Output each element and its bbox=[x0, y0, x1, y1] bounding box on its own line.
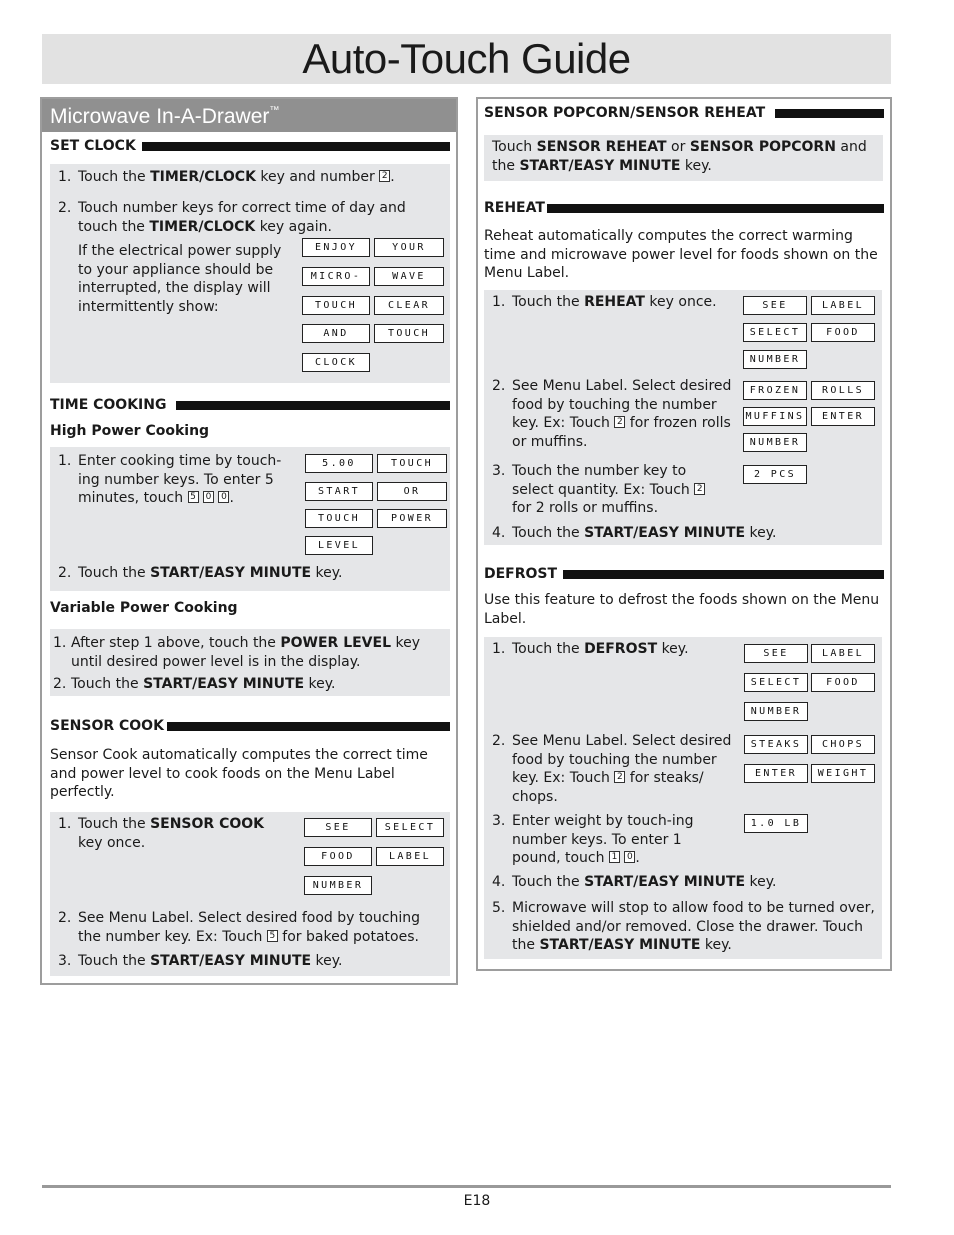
variable-power-step-1: After step 1 above, touch the POWER LEVEL key until desired power level is in the display. bbox=[71, 635, 420, 670]
step-number: 3. bbox=[492, 813, 506, 829]
number-key-icon: 5 bbox=[267, 930, 278, 942]
time-cooking-heading: TIME COOKING bbox=[50, 397, 450, 413]
heading-rule bbox=[167, 722, 450, 731]
sensor-cook-box bbox=[50, 812, 450, 976]
display-readout: LABEL bbox=[376, 847, 444, 866]
display-readout: START bbox=[305, 482, 373, 501]
page-number: E18 bbox=[463, 1193, 491, 1209]
reheat-intro: Reheat automatically computes the correct warming time and microwave power level for foods shown on the Menu Label. bbox=[484, 228, 878, 281]
display-readout: FOOD bbox=[811, 673, 875, 692]
heading-rule bbox=[563, 570, 884, 579]
display-readout: STEAKS bbox=[744, 735, 808, 754]
sensor-popcorn-box bbox=[484, 135, 883, 181]
display-readout: CLEAR bbox=[374, 296, 444, 315]
display-readout: LEVEL bbox=[305, 536, 373, 555]
defrost-step-1: Touch the DEFROST key. bbox=[512, 641, 689, 657]
display-readout: 1.0 LB bbox=[744, 814, 808, 833]
variable-power-step-2: Touch the START/EASY MINUTE key. bbox=[71, 676, 336, 692]
display-readout: ENTER bbox=[811, 407, 875, 426]
display-readout: SEE bbox=[304, 818, 372, 837]
display-readout: LABEL bbox=[811, 644, 875, 663]
sensor-cook-intro: Sensor Cook automatically computes the correct time and power level to cook foods on the Menu Label perfectly. bbox=[50, 747, 428, 800]
display-readout: WAVE bbox=[374, 267, 444, 286]
defrost-step-4: Touch the START/EASY MINUTE key. bbox=[512, 874, 777, 890]
number-key-icon: 0 bbox=[218, 491, 229, 503]
high-power-subheading: High Power Cooking bbox=[50, 423, 210, 439]
display-readout: ROLLS bbox=[811, 381, 875, 400]
reheat-step-2: See Menu Label. Select desired food by touching the number key. Ex: Touch 2 for frozen rolls or muffins. bbox=[512, 378, 732, 450]
display-readout: SELECT bbox=[744, 673, 808, 692]
number-key-icon: 2 bbox=[614, 416, 625, 428]
step-number: 4. bbox=[492, 525, 506, 541]
high-power-box bbox=[50, 447, 450, 591]
step-number: 2. bbox=[492, 378, 506, 394]
page-title: Auto-Touch Guide bbox=[302, 35, 631, 82]
step-number: 2. bbox=[58, 910, 72, 926]
step-number: 2. bbox=[53, 676, 67, 692]
number-key-icon: 5 bbox=[188, 491, 199, 503]
display-readout: SELECT bbox=[743, 323, 807, 342]
display-readout: 2 PCS bbox=[743, 465, 807, 484]
sensor-popcorn-heading: SENSOR POPCORN/SENSOR REHEAT bbox=[484, 105, 884, 121]
step-number: 1. bbox=[53, 635, 67, 651]
display-readout: SEE bbox=[743, 296, 807, 315]
display-readout: SEE bbox=[744, 644, 808, 663]
display-readout: NUMBER bbox=[743, 433, 807, 452]
display-readout: ENJOY bbox=[302, 238, 370, 257]
sensor-popcorn-text: Touch SENSOR REHEAT or SENSOR POPCORN and the START/EASY MINUTE key. bbox=[492, 139, 867, 174]
set-clock-box bbox=[50, 164, 450, 383]
display-readout: YOUR bbox=[374, 238, 444, 257]
reheat-step-1: Touch the REHEAT key once. bbox=[512, 294, 717, 310]
step-number: 1. bbox=[58, 816, 72, 832]
band-label: Microwave In-A-Drawer bbox=[50, 105, 270, 128]
high-power-step-1: Enter cooking time by touch-ing number keys. To enter 5 minutes, touch 5 0 0 . bbox=[78, 453, 282, 506]
step-number: 2. bbox=[58, 565, 72, 581]
display-readout: NUMBER bbox=[744, 702, 808, 721]
display-readout: TOUCH bbox=[305, 509, 373, 528]
sensor-cook-step-3: Touch the START/EASY MINUTE key. bbox=[78, 953, 343, 969]
number-key-icon: 2 bbox=[379, 170, 390, 182]
display-readout: CHOPS bbox=[811, 735, 875, 754]
trademark: ™ bbox=[269, 105, 280, 116]
number-key-icon: 2 bbox=[694, 483, 705, 495]
display-readout: ENTER bbox=[744, 764, 808, 783]
display-readout: LABEL bbox=[811, 296, 875, 315]
variable-power-subheading: Variable Power Cooking bbox=[50, 600, 238, 616]
defrost-step-3: Enter weight by touch-ing number keys. To enter 1 pound, touch 1 0 . bbox=[512, 813, 694, 866]
heading-rule bbox=[176, 401, 450, 410]
high-power-step-2: Touch the START/EASY MINUTE key. bbox=[78, 565, 343, 581]
display-readout: FOOD bbox=[304, 847, 372, 866]
sensor-cook-step-1: Touch the SENSOR COOK key once. bbox=[78, 816, 264, 851]
set-clock-step-1: Touch the TIMER/CLOCK key and number 2 . bbox=[78, 169, 395, 185]
variable-power-box bbox=[50, 629, 450, 696]
power-interrupt-note: If the electrical power supply to your appliance should be interrupted, the display will intermittently show: bbox=[78, 243, 282, 315]
heading-rule bbox=[547, 204, 884, 213]
section-band bbox=[42, 99, 456, 132]
right-column bbox=[476, 97, 892, 971]
sensor-cook-step-2: See Menu Label. Select desired food by touching the number key. Ex: Touch 5 for baked potatoes. bbox=[78, 910, 421, 945]
step-number: 1. bbox=[492, 294, 506, 310]
heading-rule bbox=[142, 142, 450, 151]
defrost-step-2: See Menu Label. Select desired food by touching the number key. Ex: Touch 2 for steaks/ chops. bbox=[512, 733, 732, 805]
defrost-box bbox=[484, 637, 882, 959]
step-number: 2. bbox=[58, 200, 72, 216]
footer-rule bbox=[42, 1185, 891, 1188]
display-readout: NUMBER bbox=[743, 350, 807, 369]
set-clock-heading: SET CLOCK bbox=[50, 138, 450, 154]
display-readout: MICRO- bbox=[302, 267, 370, 286]
step-number: 3. bbox=[58, 953, 72, 969]
reheat-heading: REHEAT bbox=[484, 200, 884, 216]
step-number: 3. bbox=[492, 463, 506, 479]
step-number: 1. bbox=[58, 453, 72, 469]
display-readout: MUFFINS bbox=[743, 407, 807, 426]
display-readout: SELECT bbox=[376, 818, 444, 837]
step-number: 1. bbox=[58, 169, 72, 185]
defrost-heading: DEFROST bbox=[484, 566, 884, 582]
step-number: 2. bbox=[492, 733, 506, 749]
display-readout: CLOCK bbox=[302, 353, 370, 372]
step-number: 4. bbox=[492, 874, 506, 890]
left-column bbox=[40, 97, 458, 985]
number-key-icon: 0 bbox=[203, 491, 214, 503]
display-readout: AND bbox=[302, 324, 370, 343]
set-clock-step-2: Touch number keys for correct time of day and touch the TIMER/CLOCK key again. bbox=[78, 200, 406, 235]
display-readout: FROZEN bbox=[743, 381, 807, 400]
number-key-icon: 0 bbox=[624, 851, 635, 863]
display-readout: OR bbox=[377, 482, 447, 501]
heading-rule bbox=[775, 109, 884, 118]
display-readout: 5.00 bbox=[305, 454, 373, 473]
display-readout: TOUCH bbox=[302, 296, 370, 315]
reheat-step-3: Touch the number key to select quantity. Ex: Touch 2 for 2 rolls or muffins. bbox=[512, 462, 722, 518]
number-key-icon: 1 bbox=[609, 851, 620, 863]
title-bar bbox=[42, 34, 891, 84]
defrost-step-5: Microwave will stop to allow food to be turned over, shielded and/or removed. Close the drawer. Touch the START/EASY MINUTE key. bbox=[512, 900, 875, 953]
display-readout: FOOD bbox=[811, 323, 875, 342]
display-readout: NUMBER bbox=[304, 876, 372, 895]
step-number: 5. bbox=[492, 900, 506, 916]
display-readout: WEIGHT bbox=[811, 764, 875, 783]
sensor-cook-heading: SENSOR COOK bbox=[50, 718, 450, 734]
number-key-icon: 2 bbox=[614, 771, 625, 783]
display-readout: POWER bbox=[377, 509, 447, 528]
reheat-box bbox=[484, 290, 882, 545]
display-readout: TOUCH bbox=[374, 324, 444, 343]
display-readout: TOUCH bbox=[377, 454, 447, 473]
step-number: 1. bbox=[492, 641, 506, 657]
defrost-intro: Use this feature to defrost the foods shown on the Menu Label. bbox=[484, 592, 880, 627]
reheat-step-4: Touch the START/EASY MINUTE key. bbox=[512, 525, 777, 541]
